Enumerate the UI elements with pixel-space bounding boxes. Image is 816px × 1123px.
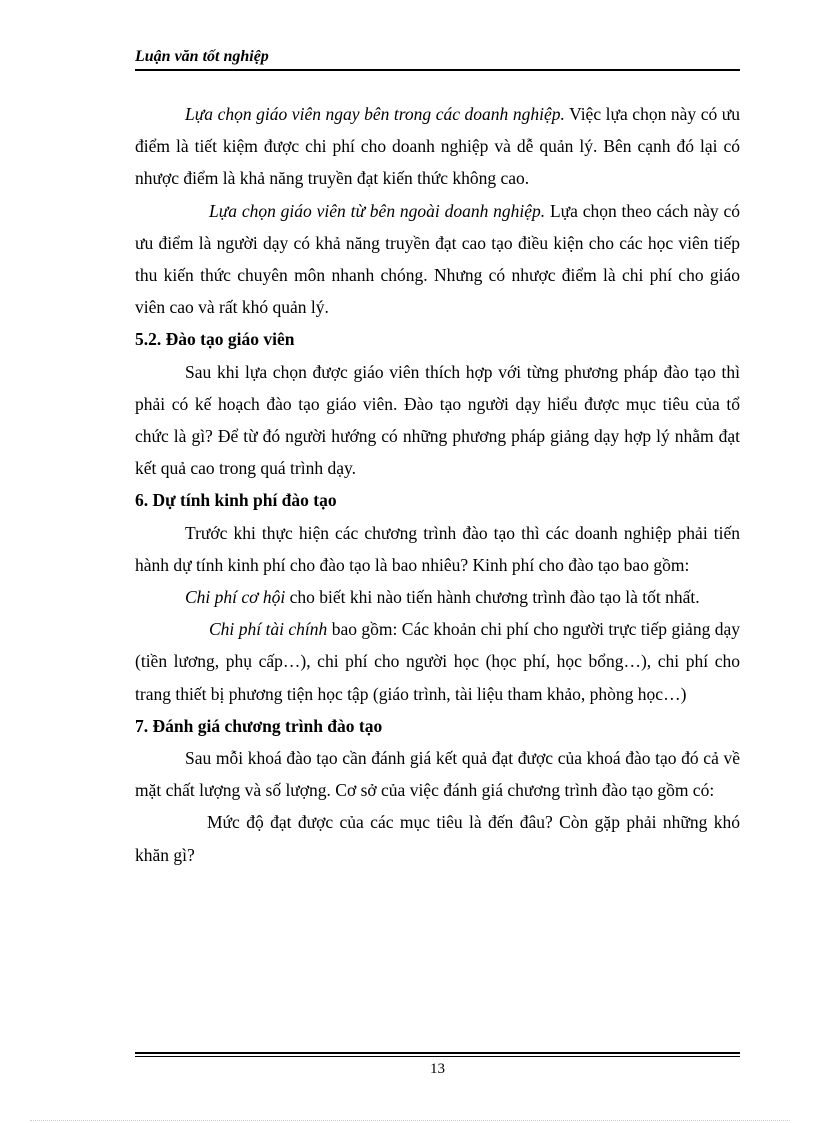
page-edge	[30, 1120, 790, 1121]
footer-rule	[135, 1052, 740, 1054]
page-header	[135, 46, 740, 68]
header-rule	[135, 69, 740, 71]
page-number: 13	[430, 1061, 445, 1077]
section-5-2-text: Sau khi lựa chọn được giáo viên thích hợp với từng phương pháp đào tạo thì phải có kế hoạch đào tạo giáo viên. Đào tạo người dạy hiểu được mục tiêu của tổ chức là gì? Để từ đó người hướng có những phương pháp giảng dạy hợp lý nhằm đạt kết quả cao trong quá trình dạy.	[135, 361, 740, 479]
section-7-text: Sau mỗi khoá đào tạo cần đánh giá kết quả đạt được của khoá đào tạo đó cả về mặt chất lượng và số lượng. Cơ sở của việc đánh giá chương trình đào tạo gồm có:	[135, 748, 740, 801]
paragraph-text: Lựa chọn theo cách này có ưu điểm là người dạy có khả năng truyền đạt cao tạo điều kiện cho các học viên tiếp thu kiến thức chuyên môn nhanh chóng. Nhưng có nhược điểm là chi phí cho giáo viên cao và rất khó quản lý.	[135, 200, 740, 318]
paragraph-lead: Lựa chọn giáo viên ngay bên trong các doanh nghiệp.	[185, 104, 565, 124]
paragraph-internal-teachers	[135, 98, 740, 195]
footer-rule-thin	[135, 1056, 740, 1057]
header-title: Luận văn tốt nghiệp	[135, 48, 269, 65]
paragraph-external-teachers	[135, 195, 740, 324]
document-body	[135, 98, 740, 871]
cost-item-text: bao gồm: Các khoản chi phí cho người trực tiếp giảng dạy (tiền lương, phụ cấp…), chi phí cho người học (học phí, học bổng…), chi phí cho trang thiết bị phương tiện học tập (giáo trình, tài liệu tham khảo, phòng học…)	[135, 619, 741, 704]
cost-item-opportunity	[135, 581, 740, 613]
section-heading-6: 6. Dự tính kinh phí đào tạo	[135, 490, 337, 511]
cost-item-lead: Chi phí cơ hội	[185, 587, 286, 608]
section-6-intro: Trước khi thực hiện các chương trình đào tạo thì các doanh nghiệp phải tiến hành dự tính kinh phí cho đào tạo là bao nhiêu? Kinh phí cho đào tạo bao gồm:	[135, 522, 740, 575]
paragraph-text: Việc lựa chọn này có ưu điểm là tiết kiệm được chi phí cho doanh nghiệp và dễ quản lý. Bên cạnh đó lại có nhược điểm là khả năng truyền đạt kiến thức không cao.	[135, 104, 740, 189]
section-heading-5-2: 5.2. Đào tạo giáo viên	[135, 329, 295, 350]
paragraph-lead: Lựa chọn giáo viên từ bên ngoài doanh nghiệp.	[209, 200, 546, 221]
section-heading-7: 7. Đánh giá chương trình đào tạo	[135, 715, 383, 736]
cost-item-lead: Chi phí tài chính	[209, 619, 328, 640]
section-7-question: Mức độ đạt được của các mục tiêu là đến đâu? Còn gặp phải những khó khăn gì?	[135, 812, 740, 865]
cost-item-financial	[135, 613, 740, 710]
cost-item-text: cho biết khi nào tiến hành chương trình đào tạo là tốt nhất.	[285, 587, 700, 608]
